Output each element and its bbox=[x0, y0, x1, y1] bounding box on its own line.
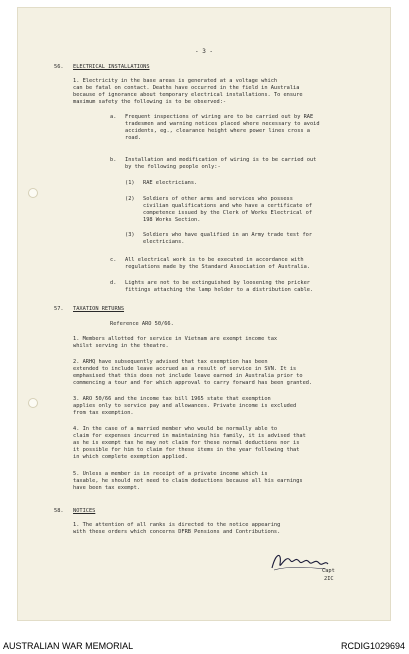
item-c-label: c. bbox=[110, 257, 117, 263]
item-b3-label: (3) bbox=[125, 232, 135, 238]
item-d-text: Lights are not to be extinguished by loosening the pricker fittings attaching the lamp holder to a distribution cable. bbox=[125, 280, 314, 294]
item-b3-text: Soldiers who have qualified in an Army trade test for electricians. bbox=[143, 232, 313, 246]
page-number: - 3 - bbox=[194, 48, 214, 55]
footer-archive-name: AUSTRALIAN WAR MEMORIAL bbox=[3, 641, 134, 651]
footer-record-id: RCDIG1029694 bbox=[340, 641, 405, 651]
section-57-para-3: 3. ARO 50/66 and the income tax bill 1965 state that exemption applies only to service pay and allowances. Private income is excluded from tax exemption. bbox=[73, 396, 297, 417]
section-56-title: ELECTRICAL INSTALLATIONS bbox=[73, 64, 150, 70]
section-58-para-1: 1. The attention of all ranks is directed to the notice appearing with these orders which concerns DFRB Pensions and Contributions. bbox=[73, 522, 281, 536]
section-57-para-5: 5. Unless a member is in receipt of a private income which is taxable, he should not need to claim deductions because all his earnings have been tax exempt. bbox=[73, 471, 303, 492]
item-b1-label: (1) bbox=[125, 180, 135, 186]
item-a-label: a. bbox=[110, 114, 117, 120]
item-d-label: d. bbox=[110, 280, 117, 286]
section-58-title: NOTICES bbox=[73, 508, 96, 514]
section-56-para-1: 1. Electricity in the base areas is generated at a voltage which can be fatal on contact. Deaths have occurred in the field in Australia because of ignorance about temporary electrical installations. To ensure maximum safety the following is to be observed:- bbox=[73, 78, 303, 106]
section-57-title: TAXATION RETURNS bbox=[73, 306, 125, 312]
punch-hole bbox=[28, 398, 38, 408]
punch-hole bbox=[28, 188, 38, 198]
item-b-text: Installation and modification of wiring is to be carried out by the following people only:- bbox=[125, 157, 317, 171]
section-57-number: 57. bbox=[54, 306, 64, 312]
item-b2-text: Soldiers of other arms and services who possess civilian qualifications and who have a certificate of competence issued by the Clerk of Works Electrical of 198 Works Section. bbox=[143, 196, 313, 224]
signature-appointment: 2IC bbox=[324, 576, 334, 582]
section-57-para-1: 1. Members allotted for service in Vietnam are exempt income tax whilst serving in the theatre. bbox=[73, 336, 278, 350]
item-b2-label: (2) bbox=[125, 196, 135, 202]
item-b-label: b. bbox=[110, 157, 117, 163]
handwritten-signature bbox=[268, 548, 330, 574]
section-56-number: 56. bbox=[54, 64, 64, 70]
item-c-text: All electrical work is to be executed in accordance with regulations made by the Standard Association of Australia. bbox=[125, 257, 310, 271]
item-b1-text: RAE electricians. bbox=[143, 180, 198, 186]
section-57-para-4: 4. In the case of a married member who would be normally able to claim for expenses incurred in maintaining his family, it is advised that as he is exempt tax he may not claim for these normal deductions nor is it possible for him to claim for these items in the year following that in which complete exemption applied. bbox=[73, 426, 306, 461]
section-57-reference: Reference ARO 50/66. bbox=[110, 321, 174, 327]
signature-rank: Capt bbox=[322, 568, 335, 574]
item-a-text: Frequent inspections of wiring are to be carried out by RAE tradesmen and warning notices placed where necessary to avoid accidents, eg., clearance height where power lines cross a road. bbox=[125, 114, 320, 142]
section-57-para-2: 2. ARHQ have subsequently advised that tax exemption has been extended to include leave accrued as a result of service in SVN. It is emphasised that this does not include leave earned in Australia prior to commencing a tour and for which approval to carry forward has been granted. bbox=[73, 359, 313, 387]
document-page bbox=[18, 8, 390, 620]
section-58-number: 58. bbox=[54, 508, 64, 514]
